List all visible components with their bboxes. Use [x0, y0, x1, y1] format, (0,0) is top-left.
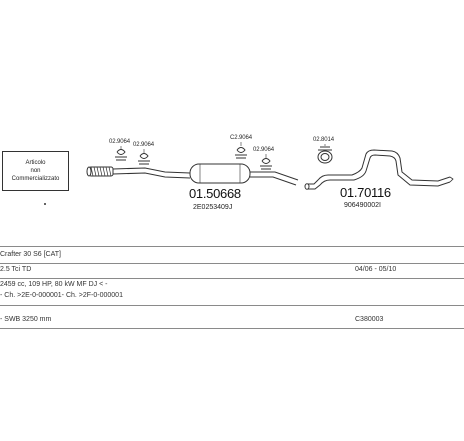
clamp-label-e: 02.8014 — [313, 137, 334, 143]
clamp-icon-b — [138, 154, 150, 165]
rear-silencer-ref: 906490002I — [344, 202, 381, 209]
wheelbase: - SWB 3250 mm — [0, 316, 52, 323]
note-line-1: Articolo — [25, 160, 46, 166]
front-pipe — [113, 168, 190, 178]
catalog-code: C380003 — [355, 316, 384, 323]
vehicle-model: Crafter 30 S6 [CAT] — [0, 251, 61, 258]
divider-1 — [0, 263, 464, 264]
intermediate-pipe — [250, 172, 298, 185]
clamp-icon-d — [260, 159, 272, 170]
production-dates: 04/06 - 05/10 — [355, 266, 397, 273]
engine-type: 2.5 Tci TD — [0, 266, 32, 273]
clamp-label-a: 02.9064 — [109, 139, 130, 145]
clamp-icon-e — [318, 147, 332, 163]
middle-silencer-ref: 2E0253409J — [193, 204, 233, 211]
divider-2 — [0, 278, 464, 279]
clamp-label-b: 02.9064 — [133, 142, 154, 148]
not-available-note — [2, 151, 69, 191]
rear-silencer-number: 01.70116 — [340, 185, 391, 200]
flex-pipe — [87, 167, 113, 176]
note-line-3: Commercializzato — [11, 176, 60, 182]
marker-dot — [44, 203, 46, 205]
chassis-range: - Ch. >2E-0-000001- Ch. >2F-0-000001 — [0, 292, 123, 299]
note-line-2: non — [30, 168, 41, 174]
middle-silencer-number: 01.50668 — [189, 186, 241, 201]
divider-bottom — [0, 328, 464, 329]
engine-specs: 2459 cc, 109 HP, 80 kW MF DJ < - — [0, 281, 108, 288]
divider-top — [0, 246, 464, 247]
clamp-label-c: C2.9064 — [230, 135, 252, 141]
clamp-label-d: 02.9064 — [253, 147, 274, 153]
clamp-icon-a — [115, 150, 127, 161]
clamp-icon-c — [235, 148, 247, 159]
divider-3 — [0, 305, 464, 306]
middle-silencer-drawing — [190, 164, 250, 183]
